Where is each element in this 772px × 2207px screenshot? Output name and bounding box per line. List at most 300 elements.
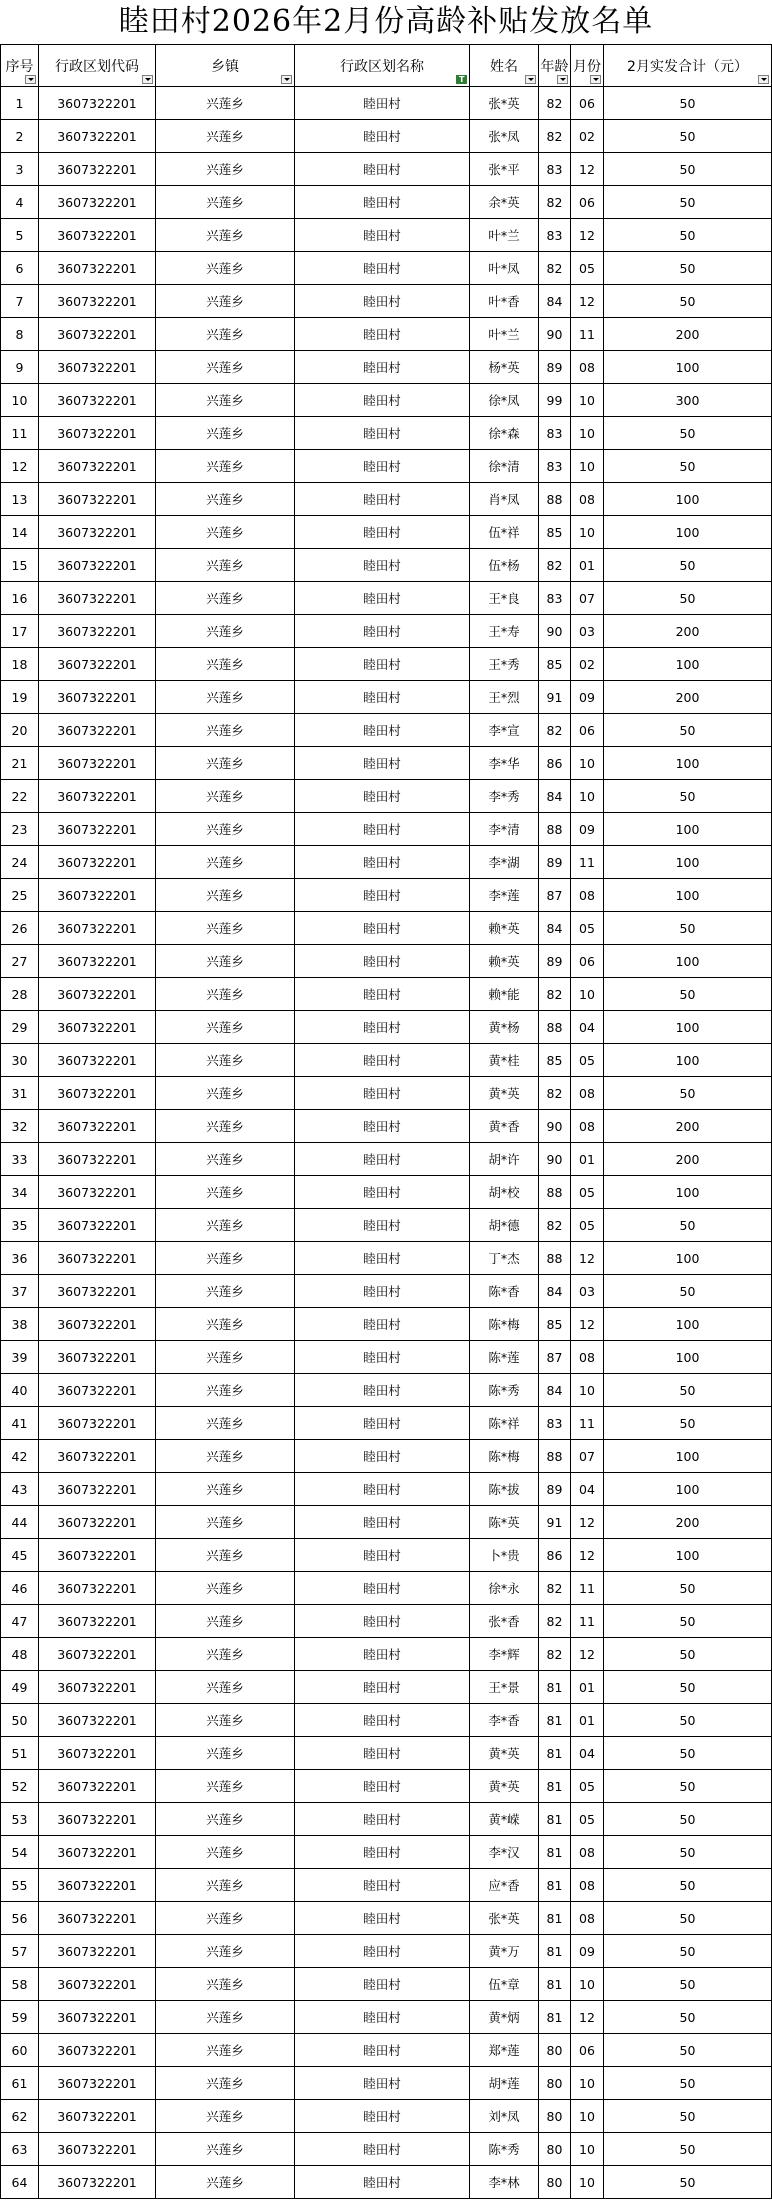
cell-name[interactable]: 陈*梅: [470, 1308, 539, 1341]
cell-code[interactable]: 3607322201: [39, 1803, 156, 1836]
cell-age[interactable]: 82: [539, 87, 571, 120]
cell-township[interactable]: 兴莲乡: [156, 1011, 295, 1044]
cell-code[interactable]: 3607322201: [39, 219, 156, 252]
cell-code[interactable]: 3607322201: [39, 1407, 156, 1440]
cell-index[interactable]: 56: [1, 1902, 39, 1935]
cell-month[interactable]: 05: [571, 252, 604, 285]
cell-index[interactable]: 58: [1, 1968, 39, 2001]
cell-village[interactable]: 睦田村: [295, 945, 470, 978]
cell-township[interactable]: 兴莲乡: [156, 2034, 295, 2067]
cell-township[interactable]: 兴莲乡: [156, 1110, 295, 1143]
cell-village[interactable]: 睦田村: [295, 1209, 470, 1242]
cell-township[interactable]: 兴莲乡: [156, 1803, 295, 1836]
cell-village[interactable]: 睦田村: [295, 780, 470, 813]
cell-age[interactable]: 85: [539, 516, 571, 549]
cell-amount[interactable]: 200: [604, 1506, 772, 1539]
cell-age[interactable]: 89: [539, 846, 571, 879]
cell-index[interactable]: 63: [1, 2133, 39, 2166]
cell-township[interactable]: 兴莲乡: [156, 1209, 295, 1242]
cell-amount[interactable]: 50: [604, 1869, 772, 1902]
cell-name[interactable]: 李*清: [470, 813, 539, 846]
cell-village[interactable]: 睦田村: [295, 978, 470, 1011]
cell-code[interactable]: 3607322201: [39, 1374, 156, 1407]
cell-code[interactable]: 3607322201: [39, 1011, 156, 1044]
cell-index[interactable]: 61: [1, 2067, 39, 2100]
cell-month[interactable]: 08: [571, 1869, 604, 1902]
cell-code[interactable]: 3607322201: [39, 1044, 156, 1077]
cell-village[interactable]: 睦田村: [295, 1044, 470, 1077]
cell-code[interactable]: 3607322201: [39, 1671, 156, 1704]
cell-amount[interactable]: 100: [604, 813, 772, 846]
cell-name[interactable]: 黄*香: [470, 1110, 539, 1143]
cell-age[interactable]: 81: [539, 1968, 571, 2001]
cell-name[interactable]: 徐*凤: [470, 384, 539, 417]
cell-amount[interactable]: 50: [604, 1737, 772, 1770]
cell-amount[interactable]: 50: [604, 2166, 772, 2199]
cell-code[interactable]: 3607322201: [39, 252, 156, 285]
cell-amount[interactable]: 50: [604, 1077, 772, 1110]
cell-month[interactable]: 11: [571, 318, 604, 351]
cell-month[interactable]: 12: [571, 2001, 604, 2034]
cell-age[interactable]: 82: [539, 1572, 571, 1605]
cell-village[interactable]: 睦田村: [295, 1737, 470, 1770]
cell-code[interactable]: 3607322201: [39, 120, 156, 153]
cell-amount[interactable]: 200: [604, 1143, 772, 1176]
cell-index[interactable]: 35: [1, 1209, 39, 1242]
cell-name[interactable]: 黄*万: [470, 1935, 539, 1968]
cell-index[interactable]: 40: [1, 1374, 39, 1407]
cell-code[interactable]: 3607322201: [39, 384, 156, 417]
cell-index[interactable]: 30: [1, 1044, 39, 1077]
cell-township[interactable]: 兴莲乡: [156, 1638, 295, 1671]
cell-township[interactable]: 兴莲乡: [156, 219, 295, 252]
cell-code[interactable]: 3607322201: [39, 2133, 156, 2166]
cell-amount[interactable]: 50: [604, 714, 772, 747]
cell-code[interactable]: 3607322201: [39, 153, 156, 186]
cell-village[interactable]: 睦田村: [295, 582, 470, 615]
cell-age[interactable]: 84: [539, 285, 571, 318]
cell-age[interactable]: 84: [539, 1374, 571, 1407]
cell-village[interactable]: 睦田村: [295, 1341, 470, 1374]
cell-village[interactable]: 睦田村: [295, 714, 470, 747]
cell-month[interactable]: 05: [571, 1770, 604, 1803]
cell-month[interactable]: 11: [571, 846, 604, 879]
cell-village[interactable]: 睦田村: [295, 1077, 470, 1110]
cell-village[interactable]: 睦田村: [295, 1671, 470, 1704]
cell-village[interactable]: 睦田村: [295, 186, 470, 219]
cell-township[interactable]: 兴莲乡: [156, 1242, 295, 1275]
cell-age[interactable]: 99: [539, 384, 571, 417]
cell-village[interactable]: 睦田村: [295, 285, 470, 318]
cell-index[interactable]: 4: [1, 186, 39, 219]
cell-code[interactable]: 3607322201: [39, 714, 156, 747]
cell-code[interactable]: 3607322201: [39, 582, 156, 615]
cell-index[interactable]: 57: [1, 1935, 39, 1968]
cell-name[interactable]: 丁*杰: [470, 1242, 539, 1275]
cell-village[interactable]: 睦田村: [295, 153, 470, 186]
cell-month[interactable]: 01: [571, 549, 604, 582]
cell-age[interactable]: 83: [539, 1407, 571, 1440]
cell-amount[interactable]: 50: [604, 450, 772, 483]
cell-village[interactable]: 睦田村: [295, 1869, 470, 1902]
cell-amount[interactable]: 100: [604, 879, 772, 912]
cell-amount[interactable]: 50: [604, 1935, 772, 1968]
cell-village[interactable]: 睦田村: [295, 1011, 470, 1044]
cell-amount[interactable]: 200: [604, 681, 772, 714]
cell-name[interactable]: 张*英: [470, 87, 539, 120]
cell-age[interactable]: 80: [539, 2166, 571, 2199]
cell-month[interactable]: 08: [571, 1110, 604, 1143]
filter-dropdown-icon[interactable]: [557, 75, 568, 84]
cell-code[interactable]: 3607322201: [39, 417, 156, 450]
cell-village[interactable]: 睦田村: [295, 1539, 470, 1572]
cell-name[interactable]: 应*香: [470, 1869, 539, 1902]
cell-month[interactable]: 08: [571, 1341, 604, 1374]
cell-amount[interactable]: 100: [604, 1473, 772, 1506]
cell-name[interactable]: 叶*凤: [470, 252, 539, 285]
cell-amount[interactable]: 50: [604, 1836, 772, 1869]
cell-name[interactable]: 陈*秀: [470, 2133, 539, 2166]
cell-code[interactable]: 3607322201: [39, 1473, 156, 1506]
cell-name[interactable]: 李*宣: [470, 714, 539, 747]
cell-amount[interactable]: 50: [604, 1605, 772, 1638]
cell-township[interactable]: 兴莲乡: [156, 549, 295, 582]
cell-code[interactable]: 3607322201: [39, 1539, 156, 1572]
cell-age[interactable]: 85: [539, 1044, 571, 1077]
cell-age[interactable]: 81: [539, 1704, 571, 1737]
cell-index[interactable]: 41: [1, 1407, 39, 1440]
cell-name[interactable]: 张*英: [470, 1902, 539, 1935]
cell-age[interactable]: 81: [539, 1836, 571, 1869]
cell-code[interactable]: 3607322201: [39, 1176, 156, 1209]
cell-amount[interactable]: 50: [604, 87, 772, 120]
cell-age[interactable]: 85: [539, 648, 571, 681]
cell-index[interactable]: 33: [1, 1143, 39, 1176]
cell-amount[interactable]: 50: [604, 1209, 772, 1242]
cell-amount[interactable]: 50: [604, 1902, 772, 1935]
cell-code[interactable]: 3607322201: [39, 1968, 156, 2001]
cell-code[interactable]: 3607322201: [39, 1869, 156, 1902]
cell-index[interactable]: 27: [1, 945, 39, 978]
cell-name[interactable]: 陈*秀: [470, 1374, 539, 1407]
cell-name[interactable]: 王*良: [470, 582, 539, 615]
cell-amount[interactable]: 50: [604, 2001, 772, 2034]
cell-name[interactable]: 胡*校: [470, 1176, 539, 1209]
cell-township[interactable]: 兴莲乡: [156, 1572, 295, 1605]
cell-amount[interactable]: 100: [604, 1308, 772, 1341]
cell-index[interactable]: 12: [1, 450, 39, 483]
cell-township[interactable]: 兴莲乡: [156, 1671, 295, 1704]
cell-township[interactable]: 兴莲乡: [156, 1836, 295, 1869]
cell-township[interactable]: 兴莲乡: [156, 1935, 295, 1968]
cell-month[interactable]: 04: [571, 1011, 604, 1044]
cell-month[interactable]: 06: [571, 945, 604, 978]
cell-month[interactable]: 04: [571, 1473, 604, 1506]
cell-name[interactable]: 黄*杨: [470, 1011, 539, 1044]
cell-index[interactable]: 44: [1, 1506, 39, 1539]
cell-code[interactable]: 3607322201: [39, 1242, 156, 1275]
cell-age[interactable]: 81: [539, 1770, 571, 1803]
cell-name[interactable]: 伍*章: [470, 1968, 539, 2001]
cell-village[interactable]: 睦田村: [295, 648, 470, 681]
cell-month[interactable]: 10: [571, 450, 604, 483]
cell-age[interactable]: 86: [539, 1539, 571, 1572]
cell-index[interactable]: 38: [1, 1308, 39, 1341]
cell-township[interactable]: 兴莲乡: [156, 615, 295, 648]
cell-age[interactable]: 90: [539, 1143, 571, 1176]
cell-name[interactable]: 陈*香: [470, 1275, 539, 1308]
cell-code[interactable]: 3607322201: [39, 483, 156, 516]
cell-age[interactable]: 91: [539, 681, 571, 714]
cell-month[interactable]: 10: [571, 747, 604, 780]
cell-village[interactable]: 睦田村: [295, 417, 470, 450]
cell-name[interactable]: 陈*拔: [470, 1473, 539, 1506]
cell-amount[interactable]: 50: [604, 549, 772, 582]
cell-age[interactable]: 83: [539, 450, 571, 483]
cell-name[interactable]: 李*莲: [470, 879, 539, 912]
cell-age[interactable]: 84: [539, 1275, 571, 1308]
cell-age[interactable]: 81: [539, 1737, 571, 1770]
cell-index[interactable]: 19: [1, 681, 39, 714]
cell-code[interactable]: 3607322201: [39, 1704, 156, 1737]
cell-township[interactable]: 兴莲乡: [156, 1374, 295, 1407]
cell-township[interactable]: 兴莲乡: [156, 1473, 295, 1506]
cell-index[interactable]: 9: [1, 351, 39, 384]
cell-age[interactable]: 86: [539, 747, 571, 780]
cell-township[interactable]: 兴莲乡: [156, 1737, 295, 1770]
cell-village[interactable]: 睦田村: [295, 318, 470, 351]
filter-dropdown-icon[interactable]: [142, 75, 153, 84]
cell-index[interactable]: 7: [1, 285, 39, 318]
cell-index[interactable]: 22: [1, 780, 39, 813]
cell-village[interactable]: 睦田村: [295, 2001, 470, 2034]
cell-age[interactable]: 82: [539, 1638, 571, 1671]
cell-name[interactable]: 赖*能: [470, 978, 539, 1011]
cell-township[interactable]: 兴莲乡: [156, 2166, 295, 2199]
cell-village[interactable]: 睦田村: [295, 1143, 470, 1176]
cell-month[interactable]: 05: [571, 912, 604, 945]
cell-code[interactable]: 3607322201: [39, 351, 156, 384]
cell-index[interactable]: 62: [1, 2100, 39, 2133]
cell-age[interactable]: 90: [539, 318, 571, 351]
cell-code[interactable]: 3607322201: [39, 846, 156, 879]
cell-township[interactable]: 兴莲乡: [156, 1176, 295, 1209]
cell-month[interactable]: 12: [571, 1308, 604, 1341]
cell-code[interactable]: 3607322201: [39, 1341, 156, 1374]
cell-name[interactable]: 李*辉: [470, 1638, 539, 1671]
cell-age[interactable]: 88: [539, 1011, 571, 1044]
cell-index[interactable]: 34: [1, 1176, 39, 1209]
cell-month[interactable]: 08: [571, 1902, 604, 1935]
cell-code[interactable]: 3607322201: [39, 1638, 156, 1671]
cell-village[interactable]: 睦田村: [295, 1110, 470, 1143]
cell-township[interactable]: 兴莲乡: [156, 846, 295, 879]
cell-village[interactable]: 睦田村: [295, 2034, 470, 2067]
cell-code[interactable]: 3607322201: [39, 1737, 156, 1770]
cell-index[interactable]: 3: [1, 153, 39, 186]
cell-amount[interactable]: 100: [604, 516, 772, 549]
cell-amount[interactable]: 50: [604, 219, 772, 252]
cell-code[interactable]: 3607322201: [39, 747, 156, 780]
cell-index[interactable]: 49: [1, 1671, 39, 1704]
cell-month[interactable]: 12: [571, 1638, 604, 1671]
cell-month[interactable]: 10: [571, 1374, 604, 1407]
cell-index[interactable]: 59: [1, 2001, 39, 2034]
cell-index[interactable]: 6: [1, 252, 39, 285]
cell-index[interactable]: 43: [1, 1473, 39, 1506]
cell-code[interactable]: 3607322201: [39, 648, 156, 681]
cell-month[interactable]: 12: [571, 153, 604, 186]
cell-village[interactable]: 睦田村: [295, 912, 470, 945]
cell-amount[interactable]: 50: [604, 2133, 772, 2166]
cell-month[interactable]: 02: [571, 648, 604, 681]
cell-village[interactable]: 睦田村: [295, 1242, 470, 1275]
cell-code[interactable]: 3607322201: [39, 516, 156, 549]
cell-township[interactable]: 兴莲乡: [156, 1341, 295, 1374]
cell-code[interactable]: 3607322201: [39, 1440, 156, 1473]
cell-age[interactable]: 81: [539, 1869, 571, 1902]
cell-village[interactable]: 睦田村: [295, 1935, 470, 1968]
cell-month[interactable]: 08: [571, 879, 604, 912]
cell-name[interactable]: 徐*清: [470, 450, 539, 483]
cell-month[interactable]: 11: [571, 1572, 604, 1605]
cell-village[interactable]: 睦田村: [295, 1506, 470, 1539]
cell-township[interactable]: 兴莲乡: [156, 2100, 295, 2133]
cell-amount[interactable]: 50: [604, 582, 772, 615]
cell-month[interactable]: 06: [571, 2034, 604, 2067]
cell-code[interactable]: 3607322201: [39, 318, 156, 351]
cell-amount[interactable]: 100: [604, 945, 772, 978]
cell-month[interactable]: 12: [571, 219, 604, 252]
cell-village[interactable]: 睦田村: [295, 1968, 470, 2001]
cell-township[interactable]: 兴莲乡: [156, 1506, 295, 1539]
cell-village[interactable]: 睦田村: [295, 549, 470, 582]
cell-village[interactable]: 睦田村: [295, 2133, 470, 2166]
cell-month[interactable]: 01: [571, 1671, 604, 1704]
cell-amount[interactable]: 100: [604, 1011, 772, 1044]
cell-township[interactable]: 兴莲乡: [156, 879, 295, 912]
cell-name[interactable]: 李*香: [470, 1704, 539, 1737]
cell-index[interactable]: 36: [1, 1242, 39, 1275]
cell-index[interactable]: 13: [1, 483, 39, 516]
cell-township[interactable]: 兴莲乡: [156, 1275, 295, 1308]
cell-village[interactable]: 睦田村: [295, 2166, 470, 2199]
cell-code[interactable]: 3607322201: [39, 186, 156, 219]
cell-township[interactable]: 兴莲乡: [156, 351, 295, 384]
cell-index[interactable]: 25: [1, 879, 39, 912]
cell-name[interactable]: 李*华: [470, 747, 539, 780]
cell-township[interactable]: 兴莲乡: [156, 1077, 295, 1110]
cell-month[interactable]: 01: [571, 1143, 604, 1176]
cell-month[interactable]: 08: [571, 1836, 604, 1869]
cell-village[interactable]: 睦田村: [295, 879, 470, 912]
cell-month[interactable]: 05: [571, 1803, 604, 1836]
cell-age[interactable]: 88: [539, 1440, 571, 1473]
cell-village[interactable]: 睦田村: [295, 1638, 470, 1671]
cell-age[interactable]: 90: [539, 615, 571, 648]
cell-month[interactable]: 07: [571, 582, 604, 615]
cell-amount[interactable]: 100: [604, 648, 772, 681]
cell-code[interactable]: 3607322201: [39, 879, 156, 912]
cell-month[interactable]: 08: [571, 351, 604, 384]
cell-month[interactable]: 01: [571, 1704, 604, 1737]
cell-age[interactable]: 82: [539, 1209, 571, 1242]
cell-village[interactable]: 睦田村: [295, 2100, 470, 2133]
cell-index[interactable]: 55: [1, 1869, 39, 1902]
cell-age[interactable]: 85: [539, 1308, 571, 1341]
cell-code[interactable]: 3607322201: [39, 1935, 156, 1968]
cell-code[interactable]: 3607322201: [39, 681, 156, 714]
cell-name[interactable]: 陈*英: [470, 1506, 539, 1539]
cell-month[interactable]: 11: [571, 1605, 604, 1638]
cell-township[interactable]: 兴莲乡: [156, 1770, 295, 1803]
cell-name[interactable]: 伍*杨: [470, 549, 539, 582]
cell-township[interactable]: 兴莲乡: [156, 2001, 295, 2034]
cell-village[interactable]: 睦田村: [295, 450, 470, 483]
cell-index[interactable]: 42: [1, 1440, 39, 1473]
cell-index[interactable]: 11: [1, 417, 39, 450]
cell-index[interactable]: 64: [1, 2166, 39, 2199]
cell-township[interactable]: 兴莲乡: [156, 87, 295, 120]
cell-amount[interactable]: 50: [604, 2034, 772, 2067]
cell-month[interactable]: 09: [571, 813, 604, 846]
cell-age[interactable]: 81: [539, 1803, 571, 1836]
cell-township[interactable]: 兴莲乡: [156, 945, 295, 978]
cell-township[interactable]: 兴莲乡: [156, 2133, 295, 2166]
cell-age[interactable]: 87: [539, 1341, 571, 1374]
cell-township[interactable]: 兴莲乡: [156, 1968, 295, 2001]
cell-township[interactable]: 兴莲乡: [156, 1704, 295, 1737]
cell-age[interactable]: 82: [539, 714, 571, 747]
cell-code[interactable]: 3607322201: [39, 1110, 156, 1143]
cell-month[interactable]: 07: [571, 1440, 604, 1473]
cell-code[interactable]: 3607322201: [39, 1077, 156, 1110]
cell-amount[interactable]: 100: [604, 1044, 772, 1077]
cell-name[interactable]: 黄*英: [470, 1770, 539, 1803]
cell-amount[interactable]: 50: [604, 1770, 772, 1803]
cell-name[interactable]: 余*英: [470, 186, 539, 219]
cell-amount[interactable]: 50: [604, 186, 772, 219]
cell-index[interactable]: 51: [1, 1737, 39, 1770]
cell-age[interactable]: 88: [539, 1242, 571, 1275]
cell-code[interactable]: 3607322201: [39, 450, 156, 483]
cell-age[interactable]: 80: [539, 2067, 571, 2100]
cell-township[interactable]: 兴莲乡: [156, 1869, 295, 1902]
cell-code[interactable]: 3607322201: [39, 1836, 156, 1869]
cell-village[interactable]: 睦田村: [295, 1836, 470, 1869]
cell-month[interactable]: 10: [571, 2100, 604, 2133]
cell-village[interactable]: 睦田村: [295, 846, 470, 879]
cell-month[interactable]: 09: [571, 681, 604, 714]
cell-name[interactable]: 徐*永: [470, 1572, 539, 1605]
cell-township[interactable]: 兴莲乡: [156, 714, 295, 747]
cell-code[interactable]: 3607322201: [39, 978, 156, 1011]
cell-index[interactable]: 45: [1, 1539, 39, 1572]
cell-amount[interactable]: 50: [604, 1704, 772, 1737]
cell-age[interactable]: 83: [539, 582, 571, 615]
cell-month[interactable]: 06: [571, 87, 604, 120]
cell-village[interactable]: 睦田村: [295, 384, 470, 417]
cell-index[interactable]: 23: [1, 813, 39, 846]
cell-amount[interactable]: 50: [604, 252, 772, 285]
cell-index[interactable]: 10: [1, 384, 39, 417]
cell-amount[interactable]: 50: [604, 1803, 772, 1836]
cell-village[interactable]: 睦田村: [295, 1374, 470, 1407]
cell-age[interactable]: 80: [539, 2034, 571, 2067]
cell-age[interactable]: 88: [539, 813, 571, 846]
cell-amount[interactable]: 300: [604, 384, 772, 417]
cell-name[interactable]: 陈*莲: [470, 1341, 539, 1374]
